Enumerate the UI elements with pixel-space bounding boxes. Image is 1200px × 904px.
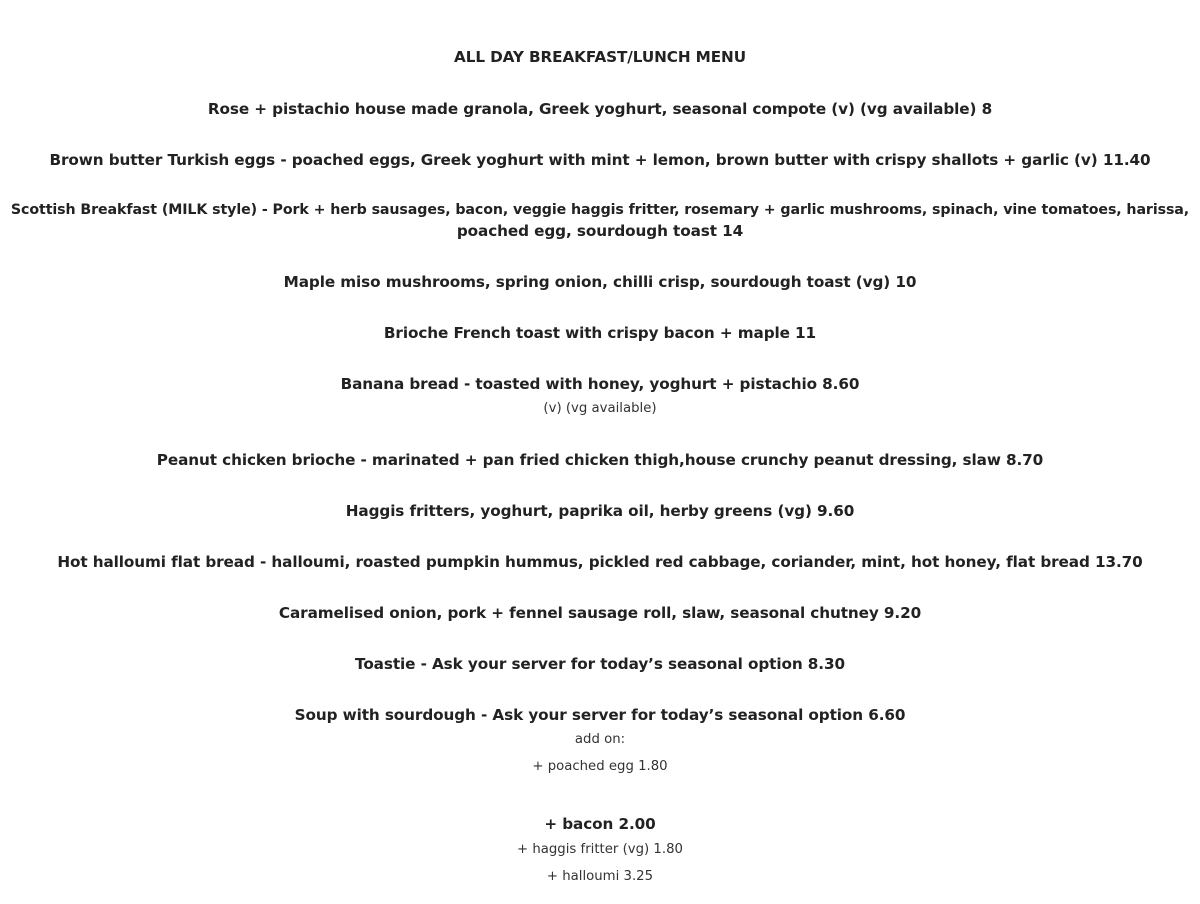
menu-item-miso-mushrooms: Maple miso mushrooms, spring onion, chilli crisp, sourdough toast (vg) 10 [283,273,917,291]
menu-item-peanut-chicken: Peanut chicken brioche - marinated + pan fried chicken thigh,house crunchy peanut dressing, slaw 8.70 [156,451,1044,469]
menu-item-scottish-breakfast-line2: poached egg, sourdough toast 14 [456,222,744,240]
menu-item-banana-bread: Banana bread - toasted with honey, yoghurt + pistachio 8.60 [340,375,860,393]
add-on-poached-egg: + poached egg 1.80 [532,759,668,774]
add-on-bacon: + bacon 2.00 [544,815,656,833]
menu-item-halloumi-flatbread: Hot halloumi flat bread - halloumi, roasted pumpkin hummus, pickled red cabbage, coriander, mint, hot honey, flat bread 13.70 [57,553,1143,571]
menu-item-soup: Soup with sourdough - Ask your server for today’s seasonal option 6.60 [294,706,906,724]
add-on-haggis-fritter: + haggis fritter (vg) 1.80 [517,842,683,857]
menu-item-scottish-breakfast-line1: Scottish Breakfast (MILK style) - Pork + herb sausages, bacon, veggie haggis fritter, rosemary + garlic mushrooms, spinach, vine tomatoes, harissa, [10,202,1190,218]
add-on-label: add on: [574,732,626,747]
menu-item-french-toast: Brioche French toast with crispy bacon + maple 11 [383,324,817,342]
menu-item-haggis-fritters: Haggis fritters, yoghurt, paprika oil, herby greens (vg) 9.60 [345,502,855,520]
menu-item-turkish-eggs: Brown butter Turkish eggs - poached eggs, Greek yoghurt with mint + lemon, brown butter with crispy shallots + garlic (v) 11.40 [49,151,1151,169]
menu-item-banana-bread-note: (v) (vg available) [543,401,657,416]
menu-title: ALL DAY BREAKFAST/LUNCH MENU [454,48,746,66]
menu-item-toastie: Toastie - Ask your server for today’s seasonal option 8.30 [355,655,845,673]
add-on-halloumi: + halloumi 3.25 [546,869,654,884]
menu-item-granola: Rose + pistachio house made granola, Greek yoghurt, seasonal compote (v) (vg available) 8 [207,100,993,118]
menu-item-sausage-roll: Caramelised onion, pork + fennel sausage roll, slaw, seasonal chutney 9.20 [278,604,922,622]
